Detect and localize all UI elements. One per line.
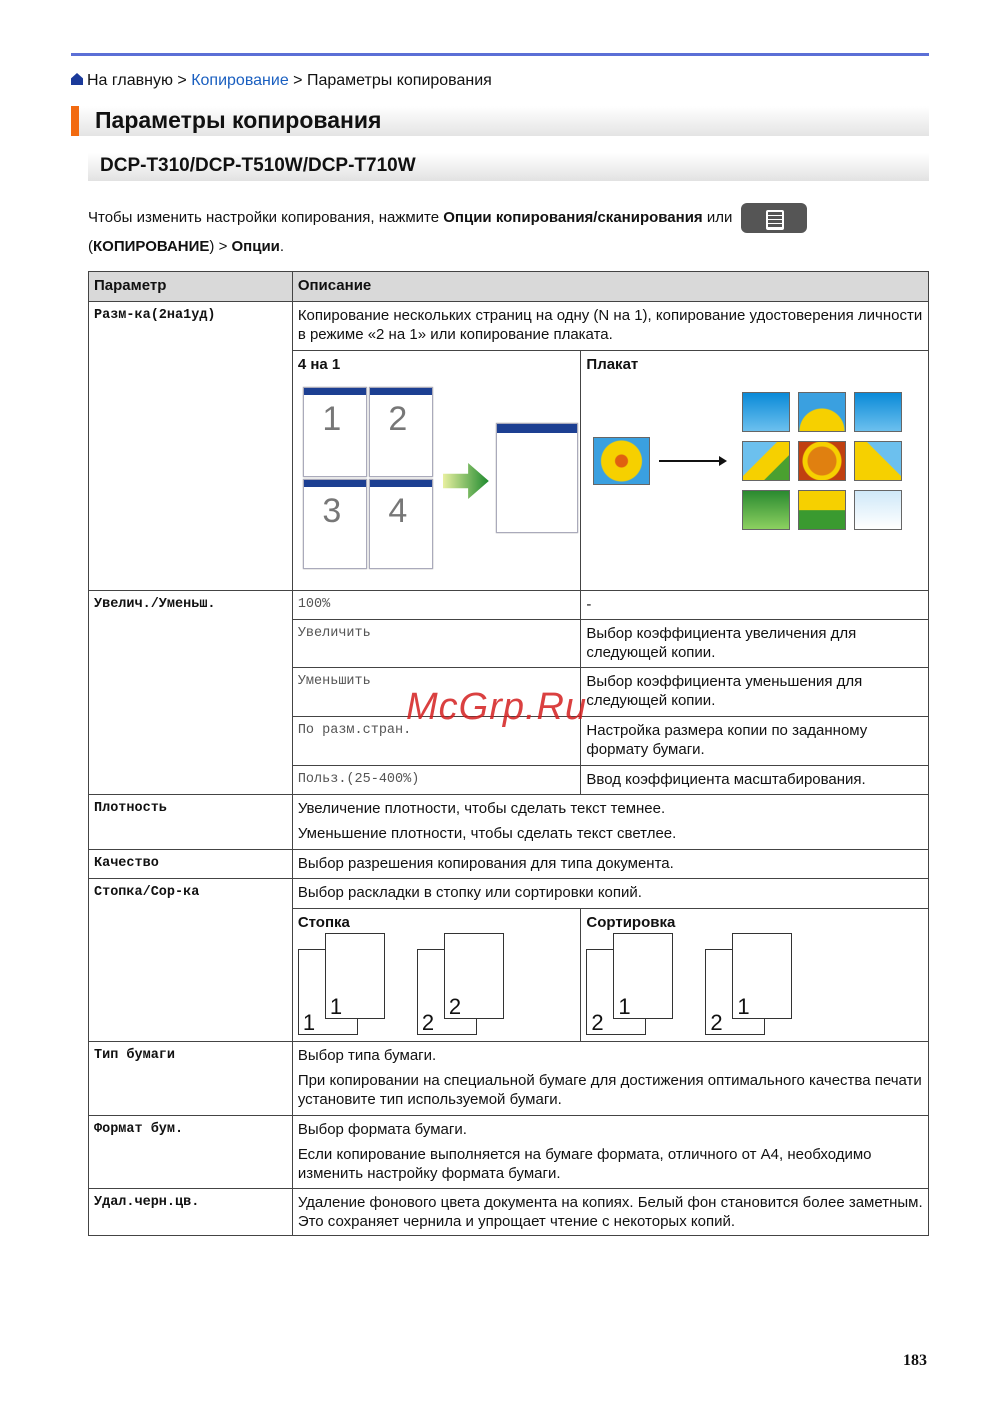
- poster-tile: [742, 392, 790, 432]
- zoom-desc: Выбор коэффициента уменьшения для следующей копии.: [581, 668, 929, 717]
- sunflower-image: [593, 437, 650, 485]
- param-density: Плотность: [89, 795, 293, 850]
- page-thumb: 1: [303, 387, 367, 477]
- poster-tile: [854, 392, 902, 432]
- watermark: McGrp.Ru: [406, 686, 588, 728]
- paper-type-desc2: При копировании на специальной бумаге для достижения оптимального качества печати установите тип используемой бумаги.: [297, 1072, 922, 1108]
- zoom-option: 100%: [292, 591, 581, 620]
- paper-type-desc1: Выбор типа бумаги.: [297, 1047, 437, 1064]
- intro-bold2: КОПИРОВАНИЕ: [93, 238, 210, 255]
- poster-tile: [742, 490, 790, 530]
- breadcrumb-home[interactable]: На главную: [87, 72, 173, 89]
- arrow-line: [659, 460, 725, 462]
- param-paper-size: Формат бум.: [89, 1116, 293, 1189]
- page-thumb: 2: [369, 387, 433, 477]
- zoom-option: Уменьшить: [292, 668, 581, 717]
- param-stack: Стопка/Сор-ка: [89, 879, 293, 1042]
- poster-tile: [854, 490, 902, 530]
- illus-sort: [581, 909, 929, 1042]
- param-remove-bg: Удал.черн.цв.: [89, 1189, 293, 1236]
- illus-4in1: [292, 351, 581, 591]
- model-heading: DCP-T310/DCP-T510W/DCP-T710W: [88, 153, 929, 181]
- desc-layout: Копирование нескольких страниц на одну (N на 1), копирование удостоверения личности в режиме «2 на 1» или копирование плаката.: [292, 302, 928, 351]
- header-desc: Описание: [292, 272, 928, 302]
- settings-table: [88, 271, 929, 1236]
- intro-pre: Чтобы изменить настройки копирования, нажмите: [88, 208, 444, 226]
- intro-bold3: Опции: [231, 238, 280, 255]
- breadcrumb-link-copy[interactable]: Копирование: [191, 72, 289, 89]
- zoom-option: Польз.(25-400%): [292, 766, 581, 795]
- page-front: 2: [444, 933, 504, 1019]
- sub-poster: Плакат: [586, 356, 639, 373]
- page-thumb: 3: [303, 479, 367, 569]
- desc-paper-size: [292, 1116, 928, 1189]
- zoom-desc: Выбор коэффициента увеличения для следующей копии.: [581, 620, 929, 668]
- arrow-right-icon: [443, 463, 489, 499]
- density-desc1: Увеличение плотности, чтобы сделать текст темнее.: [297, 800, 666, 817]
- desc-paper-type: [292, 1042, 928, 1116]
- page-front: 1: [732, 933, 792, 1019]
- breadcrumb-current: Параметры копирования: [306, 72, 492, 89]
- page-back: 1: [298, 949, 358, 1035]
- desc-stack: Выбор раскладки в стопку или сортировки копий.: [292, 879, 928, 909]
- sub-4in1: 4 на 1: [297, 356, 341, 373]
- zoom-desc: Настройка размера копии по заданному формату бумаги.: [581, 717, 929, 766]
- copy-button-icon: [741, 203, 807, 233]
- home-icon[interactable]: [71, 73, 83, 85]
- intro-end: .: [279, 238, 285, 255]
- page-back: 2: [705, 949, 765, 1035]
- page-front: 1: [325, 933, 385, 1019]
- page-title: Параметры копирования: [71, 106, 929, 136]
- breadcrumb: [71, 72, 492, 90]
- param-layout: Разм-ка(2на1уд): [89, 302, 293, 591]
- zoom-desc: Ввод коэффициента масштабирования.: [581, 766, 929, 795]
- intro-bold1: Опции копирования/сканирования: [443, 208, 703, 226]
- breadcrumb-sep: >: [177, 72, 187, 89]
- poster-tile: [798, 441, 846, 481]
- arrow-head-icon: [719, 456, 727, 466]
- desc-quality: Выбор разрешения копирования для типа документа.: [292, 850, 928, 879]
- paper-size-desc1: Выбор формата бумаги.: [297, 1121, 467, 1138]
- header-param: Параметр: [89, 272, 293, 302]
- sub-sort: Сортировка: [586, 914, 676, 931]
- breadcrumb-sep: >: [293, 72, 303, 89]
- poster-tile: [742, 441, 790, 481]
- poster-tile: [798, 392, 846, 432]
- poster-tile: [798, 490, 846, 530]
- param-paper-type: Тип бумаги: [89, 1042, 293, 1116]
- intro-mid: или: [702, 208, 737, 226]
- page-number: 183: [903, 1352, 927, 1369]
- intro-post: >: [214, 238, 232, 255]
- param-zoom: Увелич./Уменьш.: [89, 591, 293, 795]
- page-back: 2: [586, 949, 646, 1035]
- param-quality: Качество: [89, 850, 293, 879]
- page-thumb: 4: [369, 479, 433, 569]
- illus-poster: [581, 351, 929, 591]
- illus-stack: [292, 909, 581, 1042]
- density-desc2: Уменьшение плотности, чтобы сделать текст светлее.: [297, 825, 677, 842]
- intro-text: Чтобы изменить настройки копирования, нажмите Опции копирования/сканирования или (КОПИРОВАНИЕ) > Опции.: [88, 203, 928, 260]
- combined-page-thumb: [496, 423, 578, 533]
- desc-density: [292, 795, 928, 850]
- desc-remove-bg: Удаление фонового цвета документа на копиях. Белый фон становится более заметным. Это сохраняет чернила и упрощает чтение с некоторых копий.: [292, 1189, 928, 1236]
- page-back: 2: [417, 949, 477, 1035]
- poster-tile: [854, 441, 902, 481]
- top-rule: [71, 53, 929, 56]
- sub-stack: Стопка: [297, 914, 350, 931]
- page-front: 1: [613, 933, 673, 1019]
- zoom-desc: -: [581, 591, 929, 620]
- zoom-option: По разм.стран.: [292, 717, 581, 766]
- paper-size-desc2: Если копирование выполняется на бумаге формата, отличного от A4, необходимо изменить настройку формата бумаги.: [297, 1146, 872, 1182]
- zoom-option: Увеличить: [292, 620, 581, 668]
